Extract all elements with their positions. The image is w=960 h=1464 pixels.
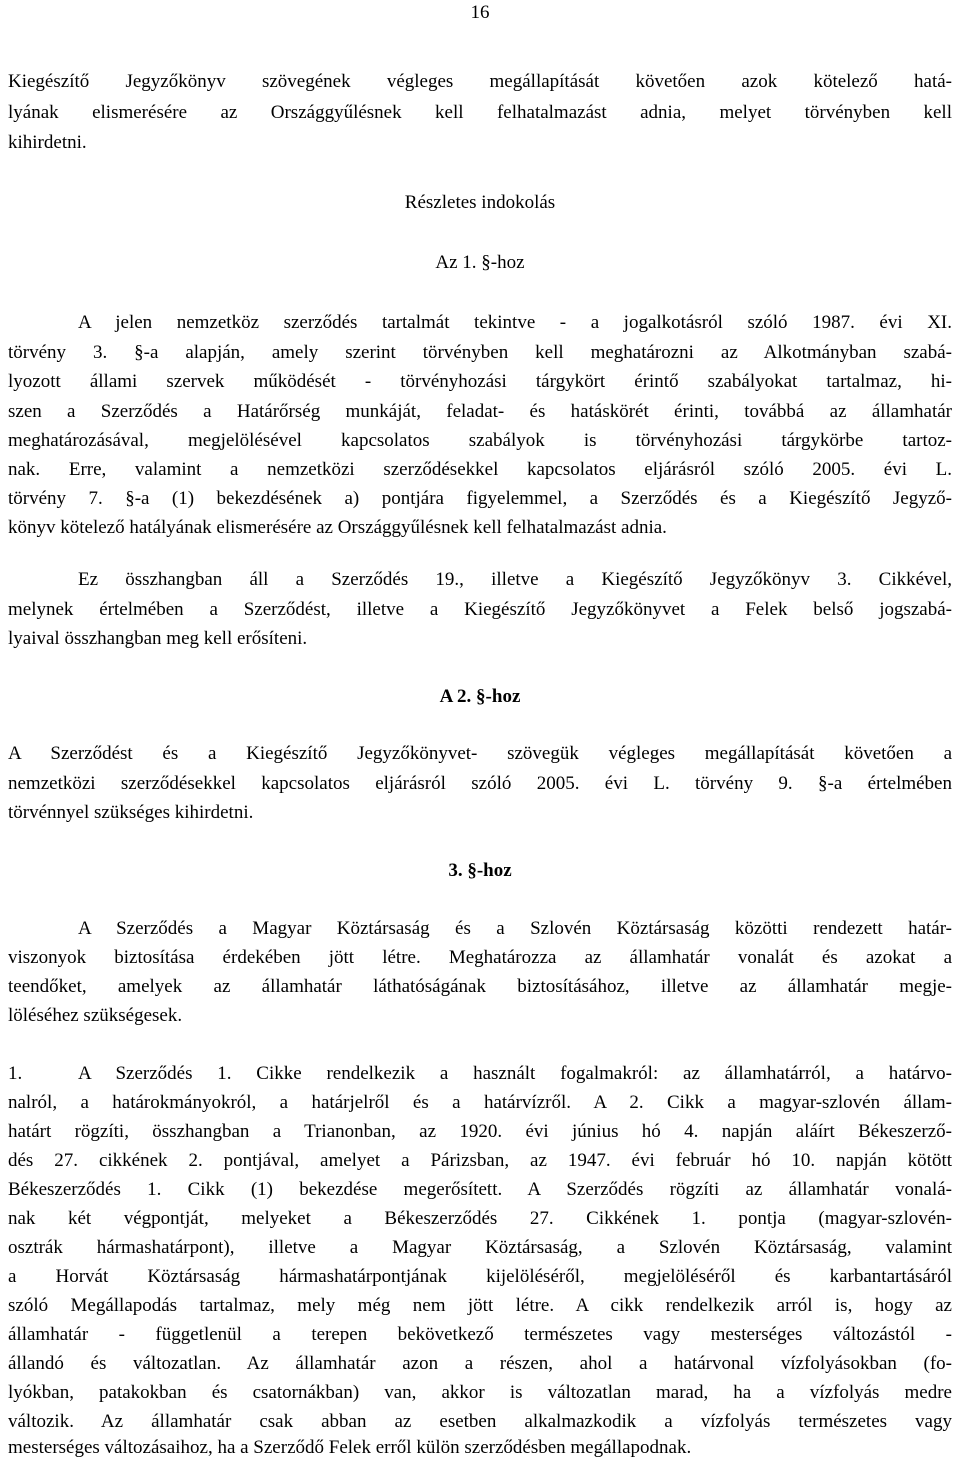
list-item-line: dés 27. cikkének 2. pontjával, amelyet a Párizsban, az 1947. évi február hó 10. napján kötött [8, 1150, 952, 1171]
list-item-line: nalról, a határokmányokról, a határjelről és a határvízről. A 2. Cikk a magyar-szlovén állam- [8, 1092, 952, 1113]
intro-line: kihirdetni. [8, 132, 87, 153]
intro-line: Kiegészítő Jegyzőkönyv szövegének végleges megállapítását követően azok kötelező hatá- [8, 71, 952, 92]
paragraph-line: A Szerződés a Magyar Köztársaság és a Szlovén Köztársaság közötti rendezett határ- [78, 918, 952, 939]
section-heading-main: Részletes indokolás [404, 192, 556, 213]
paragraph-line: viszonyok biztosítása érdekében jött létre. Meghatározza az államhatár vonalát és azokat a [8, 947, 952, 968]
list-item-line: nak két végpontját, melyeket a Békeszerződés 27. Cikkének 1. pontja (magyar-szlovén- [8, 1208, 952, 1229]
list-item-line: szóló Megállapodás tartalmaz, mely még nem jött létre. A cikk rendelkezik arról is, hogy az [8, 1295, 952, 1316]
list-item-line: a Horvát Köztársaság hármashatárpontjának kijelöléséről, megjelöléséről és karbantartásáról [8, 1266, 952, 1287]
list-item-line: lyókban, patakokban és csatornákban) van, akkor is változatlan marad, ha a vízfolyás medre [8, 1382, 952, 1403]
paragraph-line: nemzetközi szerződésekkel kapcsolatos eljárásról szóló 2005. évi L. törvény 9. §-a értelmében [8, 773, 952, 794]
list-item-line: osztrák hármashatárpont), illetve a Magyar Köztársaság, a Szlovén Köztársaság, valamint [8, 1237, 952, 1258]
section-heading-2: A 2. §-hoz [439, 686, 521, 707]
paragraph-line: A Szerződést és a Kiegészítő Jegyzőkönyvet- szövegük végleges megállapítását követően a [8, 743, 952, 764]
paragraph-line: löléséhez szükségesek. [8, 1005, 183, 1026]
paragraph-line: melynek értelmében a Szerződést, illetve a Kiegészítő Jegyzőkönyvet a Felek belső jogszabá- [8, 599, 952, 620]
paragraph-line: A jelen nemzetköz szerződés tartalmát tekintve - a jogalkotásról szóló 1987. évi XI. [78, 312, 952, 333]
paragraph-line: törvény 3. §-a alapján, amely szerint törvényben kell meghatározni az Alkotmányban szabá- [8, 342, 952, 363]
paragraph-line: szen a Szerződés a Határőrség munkáját, feladat- és hatáskörét érinti, továbbá az államhatár [8, 401, 952, 422]
list-item-line: Békeszerződés 1. Cikk (1) bekezdése megerősített. A Szerződés rögzíti az államhatár vonalá- [8, 1179, 952, 1200]
section-heading-1: Az 1. §-hoz [435, 252, 525, 273]
list-item-line: mesterséges változásaihoz, ha a Szerződő Felek erről külön szerződésben megállapodnak. [8, 1437, 692, 1458]
list-item-line: határt rögzíti, összhangban a Trianonban, az 1920. évi június hó 4. napján aláírt Békeszerző- [8, 1121, 952, 1142]
list-item-line: állandó és változatlan. Az államhatár azon a részen, ahol a határvonal vízfolyásokban (fo- [8, 1353, 952, 1374]
list-item-line: változik. Az államhatár csak abban az esetben alkalmazkodik a vízfolyás természetes vagy [8, 1411, 952, 1432]
paragraph-line: könyv kötelező hatályának elismerésére az Országgyűlésnek kell felhatalmazást adnia. [8, 517, 667, 538]
list-item-line: államhatár - függetlenül a terepen bekövetkező természetes vagy mesterséges változástól - [8, 1324, 952, 1345]
intro-line: lyának elismerésére az Országgyűlésnek kell felhatalmazást adnia, melyet törvényben kell [8, 102, 952, 123]
paragraph-line: nak. Erre, valamint a nemzetközi szerződésekkel kapcsolatos eljárásról szóló 2005. évi L. [8, 459, 952, 480]
list-item-line: A Szerződés 1. Cikke rendelkezik a használt fogalmakról: az államhatárról, a határvo- [78, 1063, 952, 1084]
paragraph-line: teendőket, amelyek az államhatár láthatóságának biztosításához, illetve az államhatár megje- [8, 976, 952, 997]
paragraph-line: Ez összhangban áll a Szerződés 19., illetve a Kiegészítő Jegyzőkönyv 3. Cikkével, [78, 569, 952, 590]
list-item-number: 1. [8, 1063, 23, 1084]
paragraph-line: lyaival összhangban meg kell erősíteni. [8, 628, 308, 649]
section-heading-3: 3. §-hoz [448, 860, 512, 881]
paragraph-line: törvénnyel szükséges kihirdetni. [8, 802, 254, 823]
paragraph-line: törvény 7. §-a (1) bekezdésének a) pontjára figyelemmel, a Szerződés és a Kiegészítő Jegyző- [8, 488, 952, 509]
paragraph-line: lyozott állami szervek működését - törvényhozási tárgykört érintő szabályokat tartalmaz, hi- [8, 371, 952, 392]
page-number: 16 [470, 2, 490, 23]
paragraph-line: meghatározásával, megjelölésével kapcsolatos szabályok is törvényhozási tárgykörbe tartoz- [8, 430, 952, 451]
